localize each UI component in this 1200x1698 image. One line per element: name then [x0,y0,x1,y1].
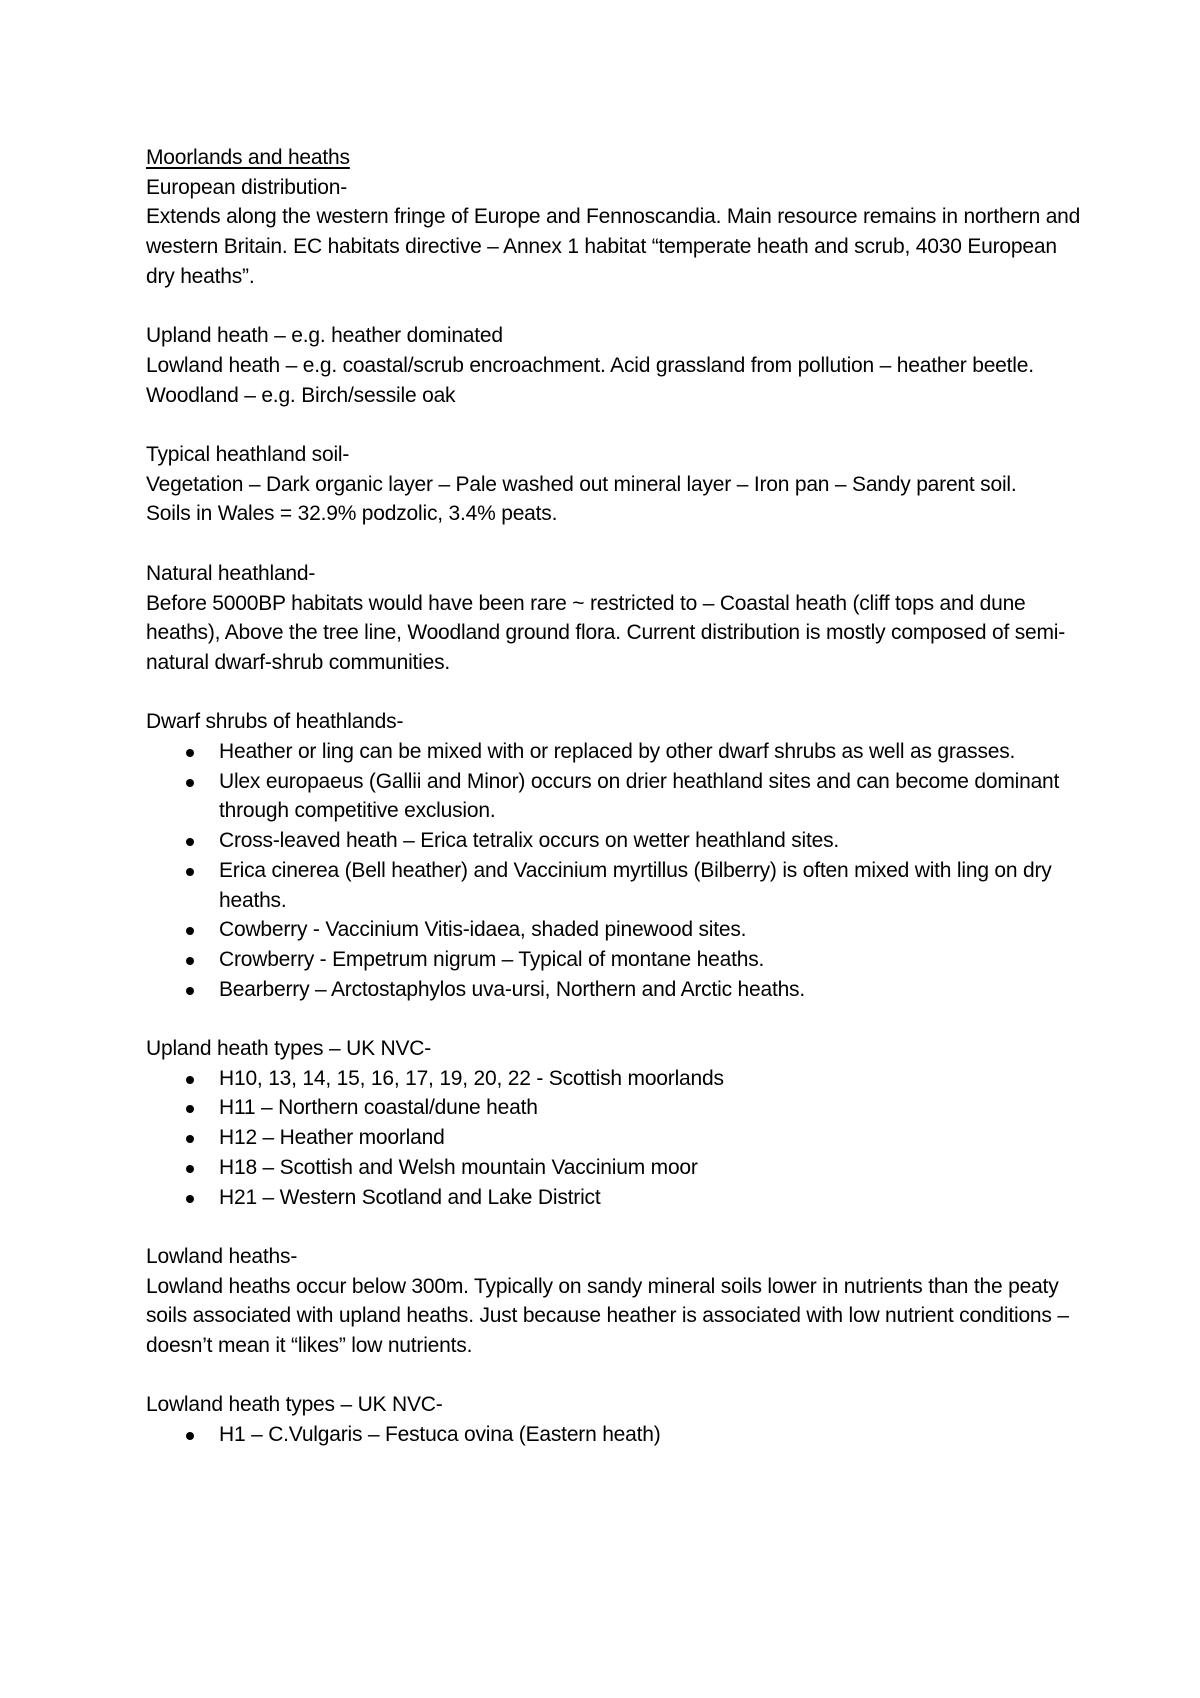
spacer [146,292,1086,322]
document-page [146,143,1086,1450]
soil-wales-text: Soils in Wales = 32.9% podzolic, 3.4% peats. [146,502,558,526]
natural-text: Before 5000BP habitats would have been rare ~ restricted to – Coastal heath (cliff tops and dune heaths), Above the tree line, Woodland ground flora. Current distribution is mostly composed of semi-natural dwarf-shrub communities. [146,591,1066,674]
spacer [146,410,1086,440]
dwarf-shrub-list [146,737,1086,1004]
list-item-text: Cross-leaved heath – Erica tetralix occurs on wetter heathland sites. [219,829,840,853]
list-item [146,826,1086,856]
list-item-text: Bearberry – Arctostaphylos uva-ursi, Northern and Arctic heaths. [219,977,805,1001]
list-item-text: Ulex europaeus (Gallii and Minor) occurs on drier heathland sites and can become dominant through competitive exclusion. [219,769,1060,823]
bullet-icon [186,749,194,757]
soil-heading: Typical heathland soil- [146,443,350,466]
list-item [146,1153,1086,1183]
list-item [146,737,1086,767]
bullet-icon [186,987,194,995]
bullet-icon [186,838,194,846]
european-heading: European distribution- [146,175,348,199]
list-item [146,1064,1086,1094]
list-item-text: H12 – Heather moorland [219,1126,445,1150]
bullet-icon [186,1135,194,1143]
bullet-icon [186,957,194,965]
spacer [146,1212,1086,1242]
list-item-text: H18 – Scottish and Welsh mountain Vaccinium moor [219,1155,698,1179]
upland-heath-line: Upland heath – e.g. heather dominated [146,324,503,348]
page-title: Moorlands and heaths [146,146,350,169]
list-item-text: H11 – Northern coastal/dune heath [219,1096,538,1120]
list-item-text: Erica cinerea (Bell heather) and Vaccinium myrtillus (Bilberry) is often mixed with ling on dry heaths. [219,858,1052,912]
european-text: Extends along the western fringe of Europe and Fennoscandia. Main resource remains in northern and western Britain. EC habitats directive – Annex 1 habitat “temperate heath and scrub, 4030 European dry heaths”. [146,205,1081,288]
list-item [146,767,1086,826]
list-item-text: Heather or ling can be mixed with or replaced by other dwarf shrubs as well as grasses. [219,740,1016,763]
list-item [146,945,1086,975]
lowland-heading: Lowland heaths- [146,1244,298,1268]
list-item [146,1123,1086,1153]
dwarf-heading: Dwarf shrubs of heathlands- [146,710,404,734]
spacer [146,678,1086,708]
bullet-icon [186,1432,194,1440]
list-item [146,856,1086,915]
natural-heading: Natural heathland- [146,561,316,585]
upland-types-list [146,1064,1086,1213]
list-item-text: Crowberry - Empetrum nigrum – Typical of montane heaths. [219,947,765,971]
bullet-icon [186,779,194,787]
list-item-text: H1 – C.Vulgaris – Festuca ovina (Eastern heath) [219,1423,661,1447]
bullet-icon [186,1076,194,1084]
list-item [146,1420,1086,1450]
bullet-icon [186,1195,194,1203]
list-item [146,915,1086,945]
upland-types-heading: Upland heath types – UK NVC- [146,1037,432,1061]
lowland-heath-line: Lowland heath – e.g. coastal/scrub encroachment. Acid grassland from pollution – heather beetle. [146,353,1034,377]
list-item-text: Cowberry - Vaccinium Vitis-idaea, shaded pinewood sites. [219,918,747,942]
soil-profile-text: Vegetation – Dark organic layer – Pale washed out mineral layer – Iron pan – Sandy parent soil. [146,472,1017,496]
woodland-line: Woodland – e.g. Birch/sessile oak [146,383,456,407]
bullet-icon [186,868,194,876]
lowland-types-heading: Lowland heath types – UK NVC- [146,1393,443,1417]
list-item-text: H21 – Western Scotland and Lake District [219,1185,601,1209]
spacer [146,529,1086,559]
bullet-icon [186,1165,194,1173]
list-item-text: H10, 13, 14, 15, 16, 17, 19, 20, 22 - Scottish moorlands [219,1066,724,1090]
lowland-text: Lowland heaths occur below 300m. Typically on sandy mineral soils lower in nutrients than the peaty soils associated with upland heaths. Just because heather is associated with low nutrient conditions – doesn’t mean it “likes” low nutrients. [146,1274,1069,1358]
spacer [146,1361,1086,1391]
lowland-types-list [146,1420,1086,1450]
spacer [146,1004,1086,1034]
list-item [146,1183,1086,1213]
bullet-icon [186,927,194,935]
list-item [146,1093,1086,1123]
list-item [146,975,1086,1005]
bullet-icon [186,1105,194,1113]
